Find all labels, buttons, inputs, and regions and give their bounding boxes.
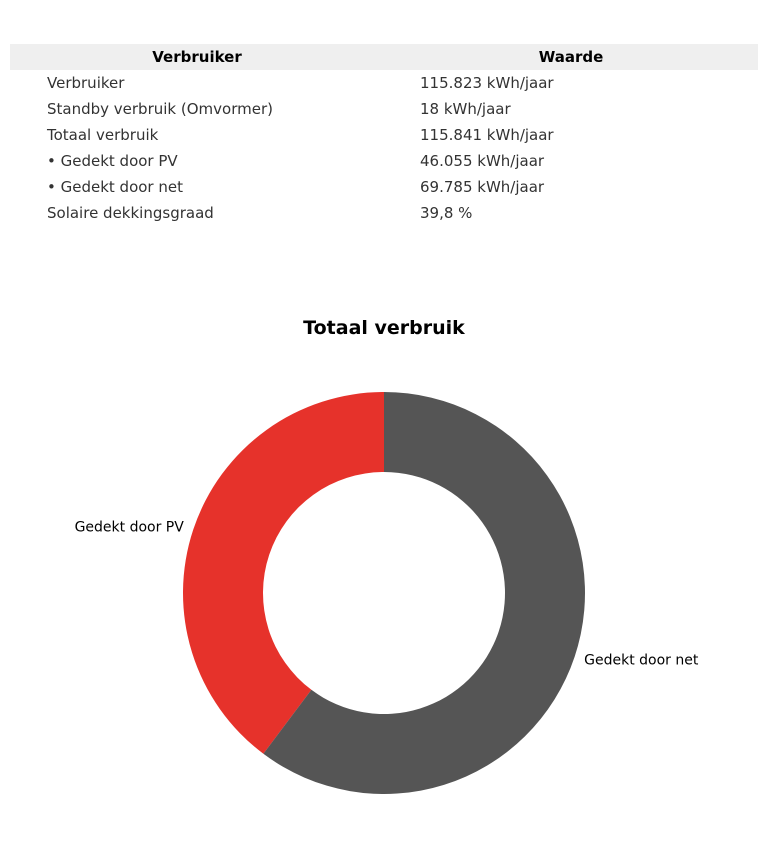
chart-title: Totaal verbruik [303,317,465,339]
row-label: Standby verbruik (Omvormer) [47,100,273,118]
donut-slices [183,392,585,794]
row-label: Solaire dekkingsgraad [47,204,214,222]
slice-label: Gedekt door net [584,652,699,669]
donut-chart [0,300,768,840]
table-header-row [10,44,758,70]
slice-label: Gedekt door PV [74,519,184,536]
header-verbruiker: Verbruiker [10,44,384,70]
row-label: • Gedekt door PV [47,152,178,170]
row-value: 115.841 kWh/jaar [420,126,554,144]
row-value: 46.055 kWh/jaar [420,152,545,170]
donut-slice [183,392,384,754]
table-row [10,96,758,122]
table-row [10,174,758,200]
row-label: Verbruiker [47,74,125,92]
table-row [10,200,758,226]
donut-slice-labels [75,519,699,668]
table-row [10,148,758,174]
row-label: Totaal verbruik [47,126,159,144]
table-row [10,70,758,96]
row-label: • Gedekt door net [47,178,183,196]
row-value: 69.785 kWh/jaar [420,178,545,196]
row-value: 39,8 % [420,204,473,222]
row-value: 18 kWh/jaar [420,100,511,118]
consumption-table-container [10,44,758,226]
row-value: 115.823 kWh/jaar [420,74,554,92]
consumption-table [10,44,758,226]
table-row [10,122,758,148]
header-waarde: Waarde [384,44,758,70]
